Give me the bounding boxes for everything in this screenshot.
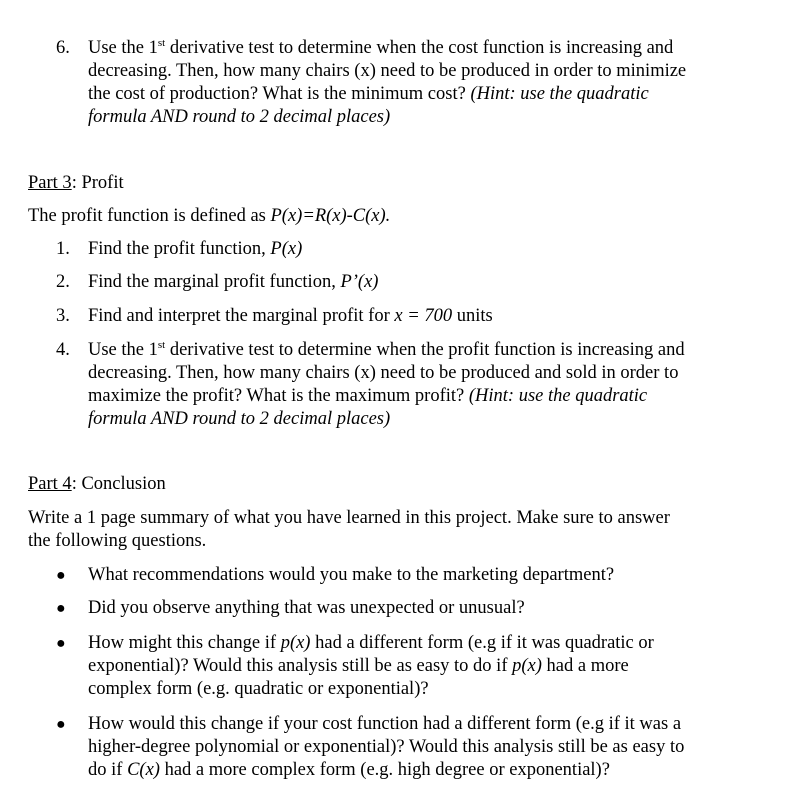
bullet-icon: ● — [56, 635, 66, 652]
part-4-intro: Write a 1 page summary of what you have learned in this project. Make sure to answer the following questions. — [28, 508, 670, 551]
question-text: Use the 1st derivative test to determine when the cost function is increasing and decreasing. Then, how many chairs (x) need to be produced in order to minimize the cost of production? What is the minimum cost? (Hint: use the quadratic formula AND round to 2 decimal places) — [88, 36, 687, 127]
bullet-icon: ● — [56, 716, 66, 733]
part-4-heading: Part 4: Conclusion — [28, 474, 166, 494]
question-number: 6. — [56, 38, 70, 58]
part-3-heading: Part 3: Profit — [28, 173, 124, 193]
bullet-icon: ● — [56, 600, 66, 617]
bullet-icon: ● — [56, 567, 66, 584]
part-3-intro: The profit function is defined as P(x)=R(x)-C(x). — [28, 206, 391, 226]
